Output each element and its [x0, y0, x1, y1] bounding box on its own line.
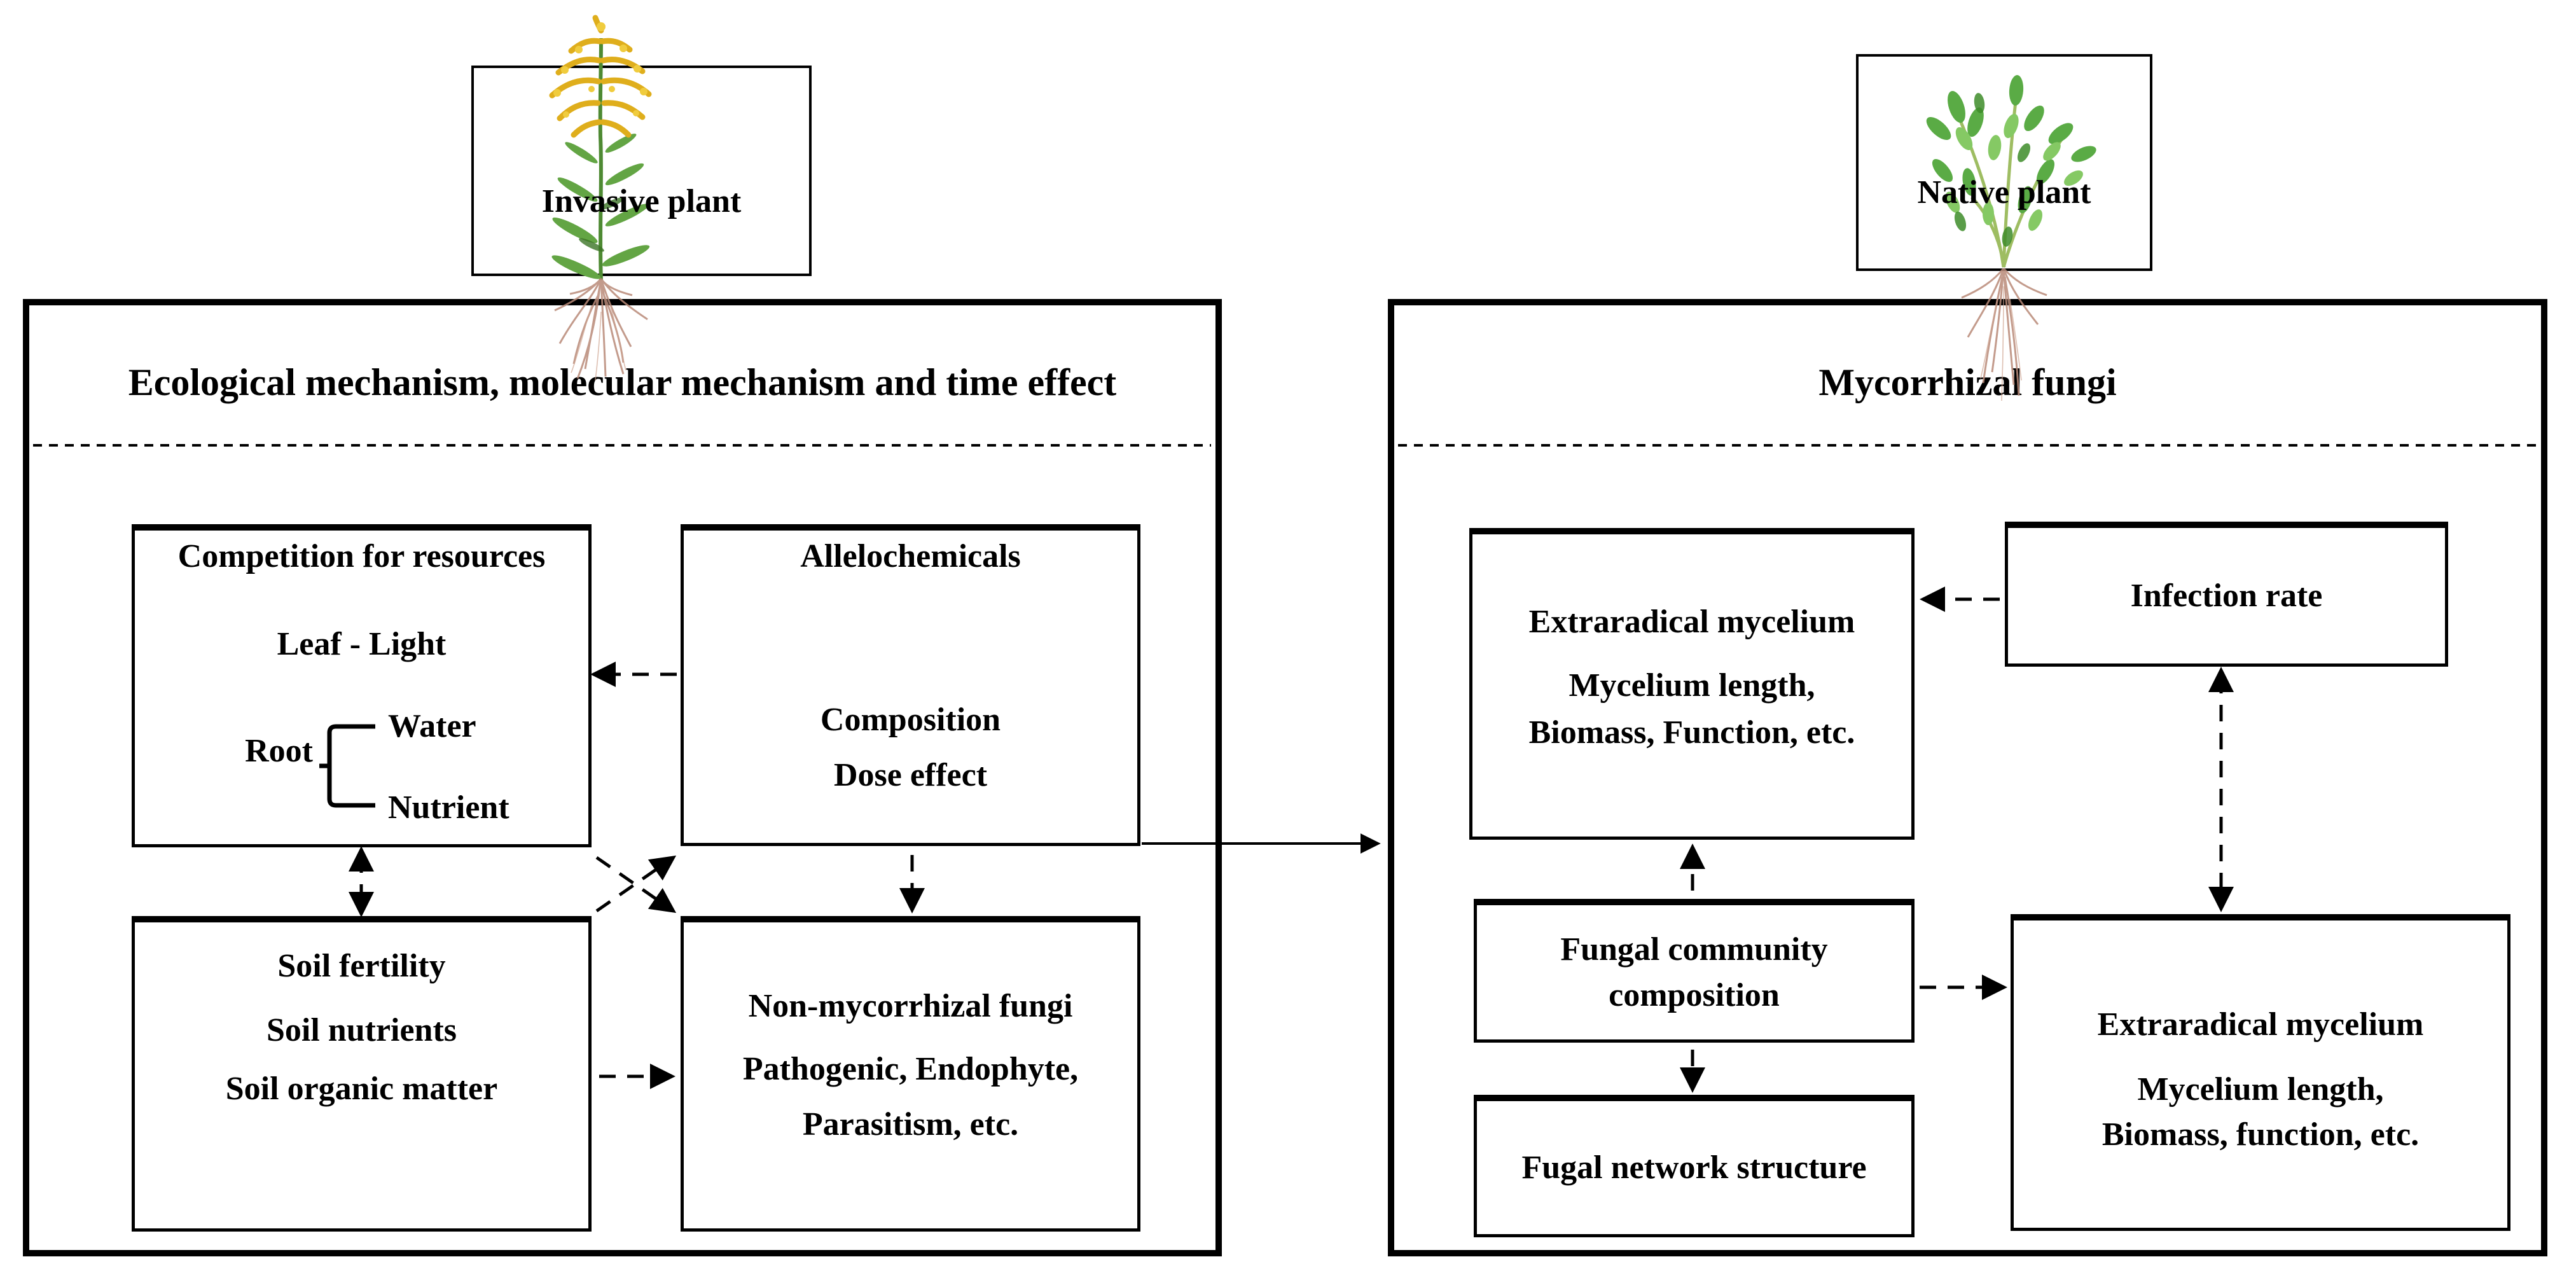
soil-fertility-text: Soil fertility	[277, 948, 446, 984]
right-panel-title: Mycorrhizal fungi	[1818, 361, 2117, 403]
root-text: Root	[245, 733, 313, 769]
infection-rate-text: Infection rate	[2130, 577, 2323, 614]
extraradical-left-line3: Biomass, Function, etc.	[1528, 714, 1855, 751]
native-plant-roots	[1962, 268, 2047, 396]
extraradical-mycelium-left-box	[1469, 528, 1915, 840]
extraradical-left-line2: Mycelium length,	[1568, 667, 1815, 704]
nutrient-text: Nutrient	[388, 789, 509, 826]
native-plant-label	[1856, 172, 2152, 213]
invasive-plant-label-text: Invasive plant	[541, 183, 742, 219]
fungal-community-line1: Fungal community	[1560, 931, 1828, 968]
invasive-plant-label	[471, 181, 812, 222]
extraradical-mycelium-right-box	[2011, 914, 2510, 1231]
competition-for-resources-box	[132, 524, 592, 847]
leaf-light-text: Leaf - Light	[277, 626, 447, 662]
native-plant-label-text: Native plant	[1917, 174, 2091, 211]
dose-effect-text: Dose effect	[833, 757, 988, 793]
soil-organic-matter-text: Soil organic matter	[225, 1071, 498, 1107]
parasitism-text: Parasitism, etc.	[802, 1106, 1019, 1143]
composition-text: Composition	[820, 702, 1001, 738]
water-text: Water	[388, 708, 476, 744]
fungal-community-composition-box	[1474, 899, 1915, 1043]
extraradical-right-line2: Mycelium length,	[2137, 1071, 2384, 1108]
extraradical-left-title: Extraradical mycelium	[1528, 604, 1855, 640]
native-plant-illustration	[1864, 57, 2143, 413]
root-bracket	[318, 715, 377, 817]
non-mycorrhizal-title: Non-mycorrhizal fungi	[748, 988, 1073, 1024]
competition-title: Competition for resources	[177, 538, 546, 574]
fugal-network-text: Fugal network structure	[1521, 1149, 1867, 1186]
soil-fertility-box	[132, 916, 592, 1232]
soil-nutrients-text: Soil nutrients	[266, 1012, 457, 1048]
infection-rate-box	[2005, 522, 2448, 667]
allelochemicals-title: Allelochemicals	[800, 538, 1021, 574]
pathogenic-endophyte-text: Pathogenic, Endophyte,	[742, 1051, 1079, 1087]
allelochemicals-box	[681, 524, 1140, 846]
invasive-plant-roots	[555, 279, 647, 379]
fugal-network-structure-box	[1474, 1095, 1915, 1237]
extraradical-right-line3: Biomass, function, etc.	[2102, 1116, 2420, 1153]
non-mycorrhizal-fungi-box	[681, 916, 1140, 1232]
fungal-community-line2: composition	[1609, 976, 1780, 1013]
left-panel-title: Ecological mechanism, molecular mechanism and time effect	[128, 361, 1117, 403]
extraradical-right-title: Extraradical mycelium	[2097, 1006, 2424, 1043]
